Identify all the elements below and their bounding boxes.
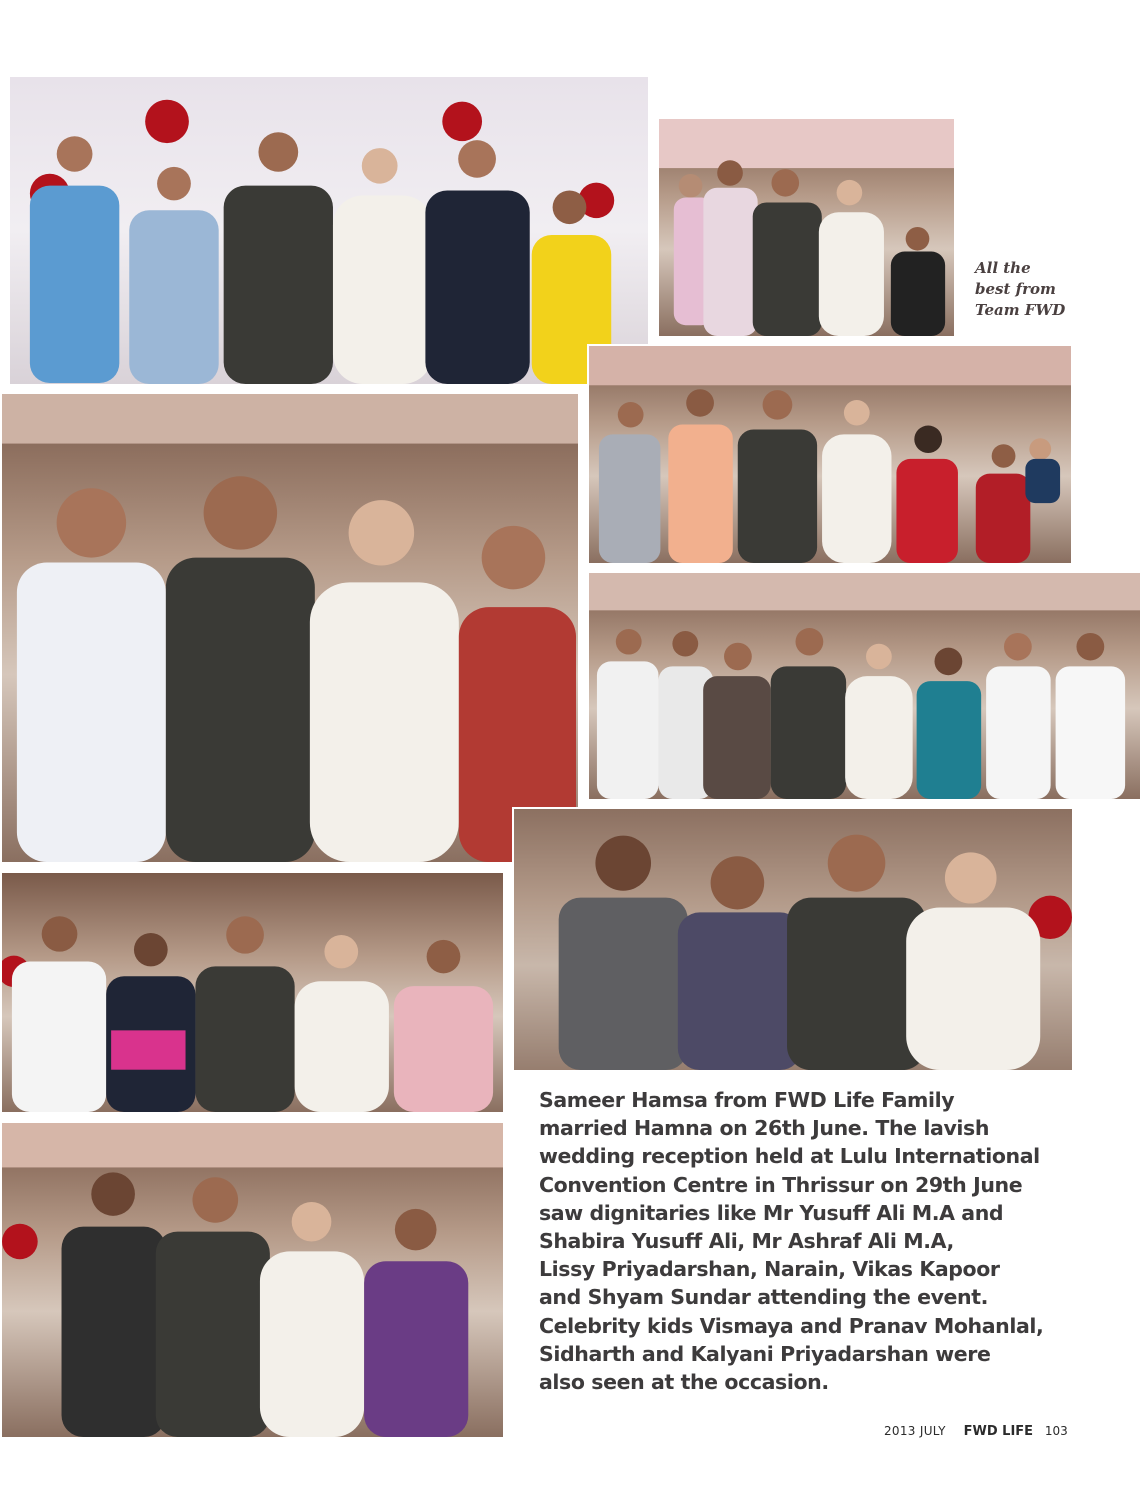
photo-group-four-people-close xyxy=(512,807,1074,1072)
photo-group-six-people xyxy=(8,75,650,386)
story-line: Shabira Yusuff Ali, Mr Ashraf Ali M.A, xyxy=(539,1229,954,1254)
side-caption-line: best from xyxy=(975,280,1056,298)
story-line: and Shyam Sundar attending the event. xyxy=(539,1285,989,1310)
photo-group-four-people-bottom-illustration xyxy=(2,1123,503,1437)
side-caption-line: Team FWD xyxy=(975,301,1066,319)
issue-date: 2013 JULY xyxy=(884,1424,946,1438)
story-line: Lissy Priyadarshan, Narain, Vikas Kapoor xyxy=(539,1257,1000,1282)
story-line: wedding reception held at Lulu International xyxy=(539,1144,1040,1169)
story-text xyxy=(539,1086,1099,1396)
photo-group-with-child xyxy=(657,117,956,338)
photo-group-four-people-illustration xyxy=(2,394,578,862)
photo-group-five-people xyxy=(0,871,505,1114)
story-line: Celebrity kids Vismaya and Pranav Mohanlal, xyxy=(539,1313,1044,1338)
magazine-name: FWD LIFE xyxy=(963,1424,1034,1439)
side-caption-line: All the xyxy=(975,259,1031,277)
story-line: married Hamna on 26th June. The lavish xyxy=(539,1116,990,1141)
photo-group-four-people-close-illustration xyxy=(514,809,1072,1070)
photo-group-with-child-illustration xyxy=(659,119,954,336)
photo-group-four-people xyxy=(0,392,580,864)
page-footer xyxy=(884,1424,1068,1442)
photo-group-eight-people xyxy=(587,571,1142,801)
story-line: saw dignitaries like Mr Yusuff Ali M.A and xyxy=(539,1200,1004,1225)
photo-group-eight-people-illustration xyxy=(589,573,1140,799)
story-line: Sidharth and Kalyani Priyadarshan were xyxy=(539,1341,991,1366)
photo-group-seven-people-illustration xyxy=(589,346,1071,563)
story-line: also seen at the occasion. xyxy=(539,1370,829,1395)
story-line: Convention Centre in Thrissur on 29th June xyxy=(539,1172,1023,1197)
side-caption xyxy=(975,258,1095,321)
photo-group-seven-people xyxy=(587,344,1073,565)
story-line: Sameer Hamsa from FWD Life Family xyxy=(539,1088,955,1112)
page-number: 103 xyxy=(1044,1424,1068,1438)
photo-group-six-people-illustration xyxy=(10,77,648,384)
photo-group-four-people-bottom xyxy=(0,1121,505,1439)
photo-group-five-people-illustration xyxy=(2,873,503,1112)
